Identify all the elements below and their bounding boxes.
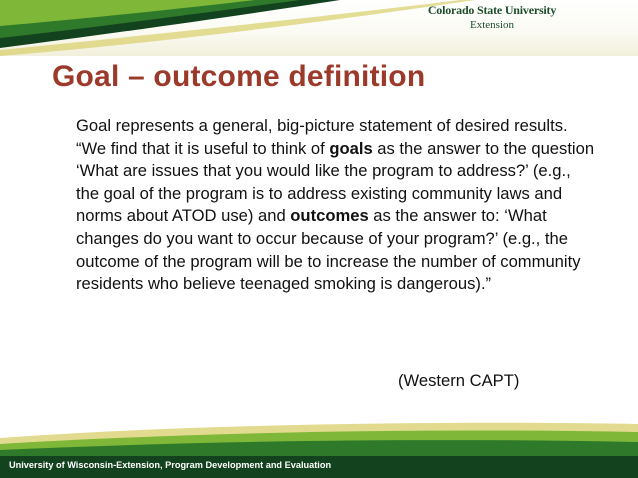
body-paragraph — [76, 115, 596, 296]
footer-swoosh — [0, 418, 638, 458]
csu-logo — [412, 3, 572, 31]
logo-university-name: Colorado State University — [427, 3, 557, 17]
attribution: (Western CAPT) — [398, 371, 520, 390]
footer-text: University of Wisconsin-Extension, Program Development and Evaluation — [9, 460, 332, 470]
logo-unit-name: Extension — [470, 19, 514, 31]
slide-title: Goal – outcome definition — [52, 60, 426, 93]
body-text-part1: Goal represents a general, big-picture statement of desired results. “We find that it is useful to think of — [76, 116, 568, 158]
body-term-outcomes: outcomes — [290, 206, 369, 226]
header-banner — [0, 0, 638, 56]
footer-bar — [0, 456, 638, 478]
body-text-part3: as the answer to: ‘What changes do you want to occur because of your program?’ (e.g., the outcome of the program will be to increase the number of community residents who believe teenaged smoking is dangerous).” — [76, 206, 581, 294]
body-term-goals: goals — [329, 138, 373, 158]
body-text-part2: as the answer to the question ‘What are issues that you would like the program to address?’ (e.g., the goal of the program is to address existing community laws and norms about ATOD use) and — [76, 138, 595, 226]
